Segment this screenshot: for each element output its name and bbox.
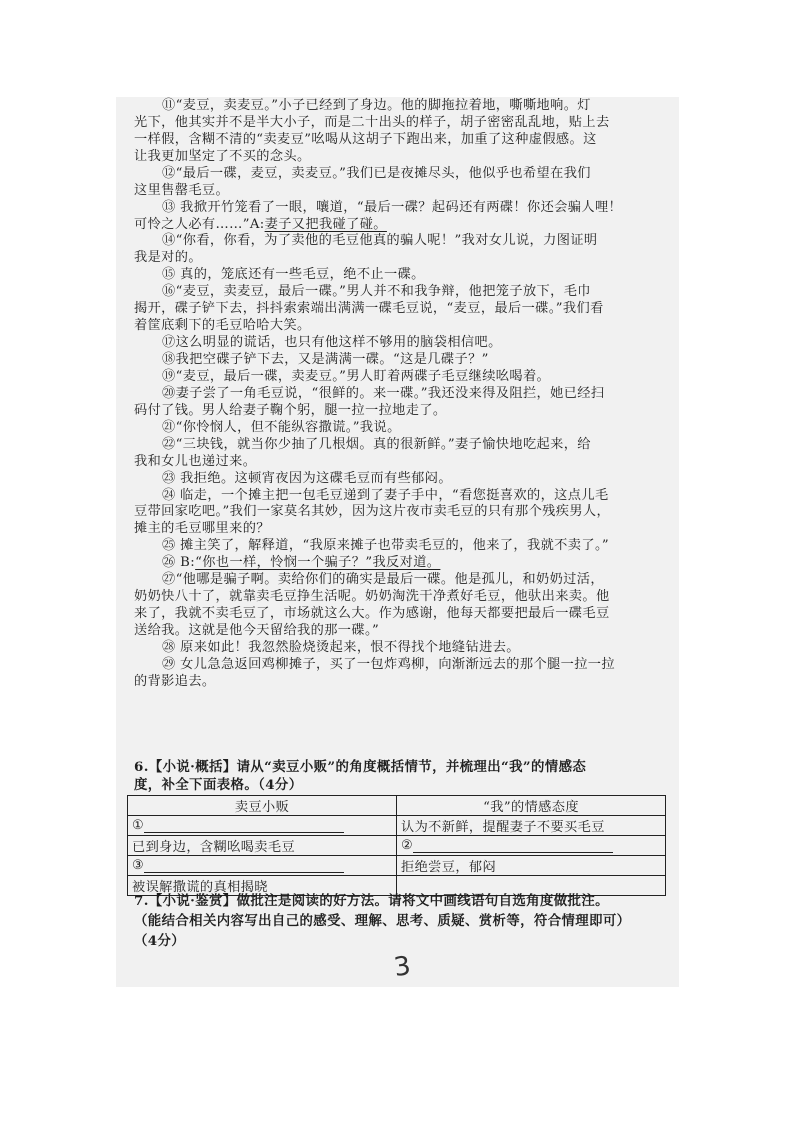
story-line-text: ㉑“你怜悯人，但不能纵容撒谎。”我说。 [162,420,401,435]
story-line-text: ⑯“麦豆，卖麦豆，最后一碟。”男人并不和我争辩，他把笼子放下，毛巾 [162,284,591,299]
question-6-line2: 度，补全下面表格。（4分） [134,777,303,793]
story-line-text: 我是对的。 [134,250,202,265]
table-cell: 认为不新鲜，提醒妻子不要买毛豆 [397,816,666,836]
underlined-sentence-a: 妻子又把我碰了碰。 [264,217,387,232]
table-row [128,816,666,836]
story-line-text: ⑳妻子尝了一角毛豆说，“很鲜的。来一碟。”我还没来得及阻拦，她已经扫 [162,386,605,401]
table-header: 卖豆小贩 [128,796,397,816]
answer-cell-2[interactable] [397,836,666,856]
story-line-text: 奶奶快八十了，就靠卖毛豆挣生活呢。奶奶淘洗干净煮好毛豆，他驮出来卖。他 [134,589,610,604]
story-line-text: ㉖ B: [162,555,196,570]
answer-blank [144,860,344,873]
answer-cell-1[interactable] [128,816,397,836]
table-row [128,836,666,856]
table-cell: 已到身边，含糊吆喝卖毛豆 [128,836,397,856]
story-line-text: ㉙ 女儿急急返回鸡柳摊子，买了一包炸鸡柳，向渐渐远去的那个腿一拉一拉 [162,657,615,672]
story-line-text: 我和女儿也递过来。 [134,454,257,469]
story-line-text: ㉕ 摊主笑了，解释道，“我原来摊子也带卖毛豆的，他来了，我就不卖了。” [162,538,610,553]
story-line-text: 着筐底剩下的毛豆哈哈大笑。 [134,318,311,333]
story-line-text: ⑬ 我掀开竹笼看了一眼，嚷道，“最后一碟？起码还有两碟！你还会骗人哩！ [162,200,623,215]
story-line [134,671,664,693]
story-line-text: ㉔ 临走，一个摊主把一包毛豆递到了妻子手中，“看您挺喜欢的，这点儿毛 [162,488,609,503]
story-line-text: 可怜之人必有……”A: [134,217,265,232]
story-line-text: 来了，我就不卖毛豆了，市场就这么大。作为感谢，他每天都要把最后一碟毛豆 [134,606,610,621]
story-line-text: ㉘ 原来如此！我忽然脸烧烫起来，恨不得找个地缝钻进去。 [162,640,520,655]
table-cell: 拒绝尝豆，郁闷 [397,856,666,876]
story-line-text: ⑪“麦豆，卖麦豆。”小子已经到了身边。他的脚拖拉着地，嘶嘶地响。灯 [162,98,591,113]
story-line-text: 让我更加坚定了不买的念头。 [134,149,311,164]
story-line-text: ⑰这么明显的谎话，也只有他这样不够用的脑袋相信吧。 [162,335,502,350]
question-7-line1: 7.【小说·鉴赏】做批注是阅读的好方法。请将文中画线语句自选角度做批注。 [134,893,609,909]
story-line-text: 送给我。这就是他今天留给我的那一碟。” [134,623,380,638]
table-row [128,856,666,876]
answer-cell-3[interactable] [128,856,397,876]
story-line-text: 豆带回家吃吧。”我们一家莫名其妙，因为这片夜市卖毛豆的只有那个残疾男人， [134,504,611,519]
story-line-text: 的背影追去。 [134,674,216,689]
story-line-text: ⑭“你看，你看，为了卖他的毛豆他真的骗人呢！”我对女儿说，力图证明 [162,233,598,248]
table-header-row [128,796,666,816]
story-line-text: 摊主的毛豆哪里来的？ [134,521,270,536]
story-line-text: 揭开，碟子铲下去，抖抖索索端出满满一碟毛豆说，“麦豆，最后一碟。”我们看 [134,301,604,316]
story-line-text: 光下，他其实并不是半大小子，而是二十出头的样子，胡子密密乱乱地，贴上去 [134,115,610,130]
answer-table [127,795,666,896]
page-number: 3 [391,950,413,984]
question-7-line3: （4分） [134,933,186,949]
answer-blank [144,820,344,833]
question-6-line1: 6.【小说·概括】请从“卖豆小贩”的角度概括情节，并梳理出“我”的情感态 [134,759,587,775]
question-7-line2: （能结合相关内容写出自己的感受、理解、思考、质疑、赏析等，符合情理即可） [134,913,631,929]
story-line-text: 一样假，含糊不清的“卖麦豆”吆喝从这胡子下跑出来，加重了这种虚假感。这 [134,132,597,147]
underlined-sentence-b: “你也一样，怜悯一个骗子？”我反对道。 [195,555,441,570]
cell-text: ③ [132,858,145,873]
story-line-text: ⑲“麦豆，最后一碟，卖麦豆。”男人盯着两碟子毛豆继续吆喝着。 [162,369,551,384]
cell-text: ② [401,838,414,853]
answer-blank [413,840,613,853]
story-line-text: ⑱我把空碟子铲下去，又是满满一碟。“这是几碟子？” [162,352,489,367]
story-line-text: 码付了钱。男人给妻子鞠个躬，腿一拉一拉地走了。 [134,403,447,418]
story-line-text: ㉓ 我拒绝。这顿宵夜因为这碟毛豆而有些郁闷。 [162,471,452,486]
story-line-text: ㉗“他哪是骗子啊。卖给你们的确实是最后一碟。他是孤儿，和奶奶过活， [162,572,604,587]
story-line-text: ㉒“三块钱，就当你少抽了几根烟。真的很新鲜。”妻子愉快地吃起来，给 [162,437,591,452]
cell-text: ① [132,818,145,833]
story-line-text: ⑮ 真的，笼底还有一些毛豆，绝不止一碟。 [162,267,425,282]
table-header: “我”的情感态度 [397,796,666,816]
table-cell: 被误解撒谎的真相揭晓 [128,876,397,896]
story-line-text: 这里售罄毛豆。 [134,183,230,198]
story-line-text: ⑫“最后一碟，麦豆，卖麦豆。”我们已是夜摊尽头，他似乎也希望在我们 [162,166,591,181]
